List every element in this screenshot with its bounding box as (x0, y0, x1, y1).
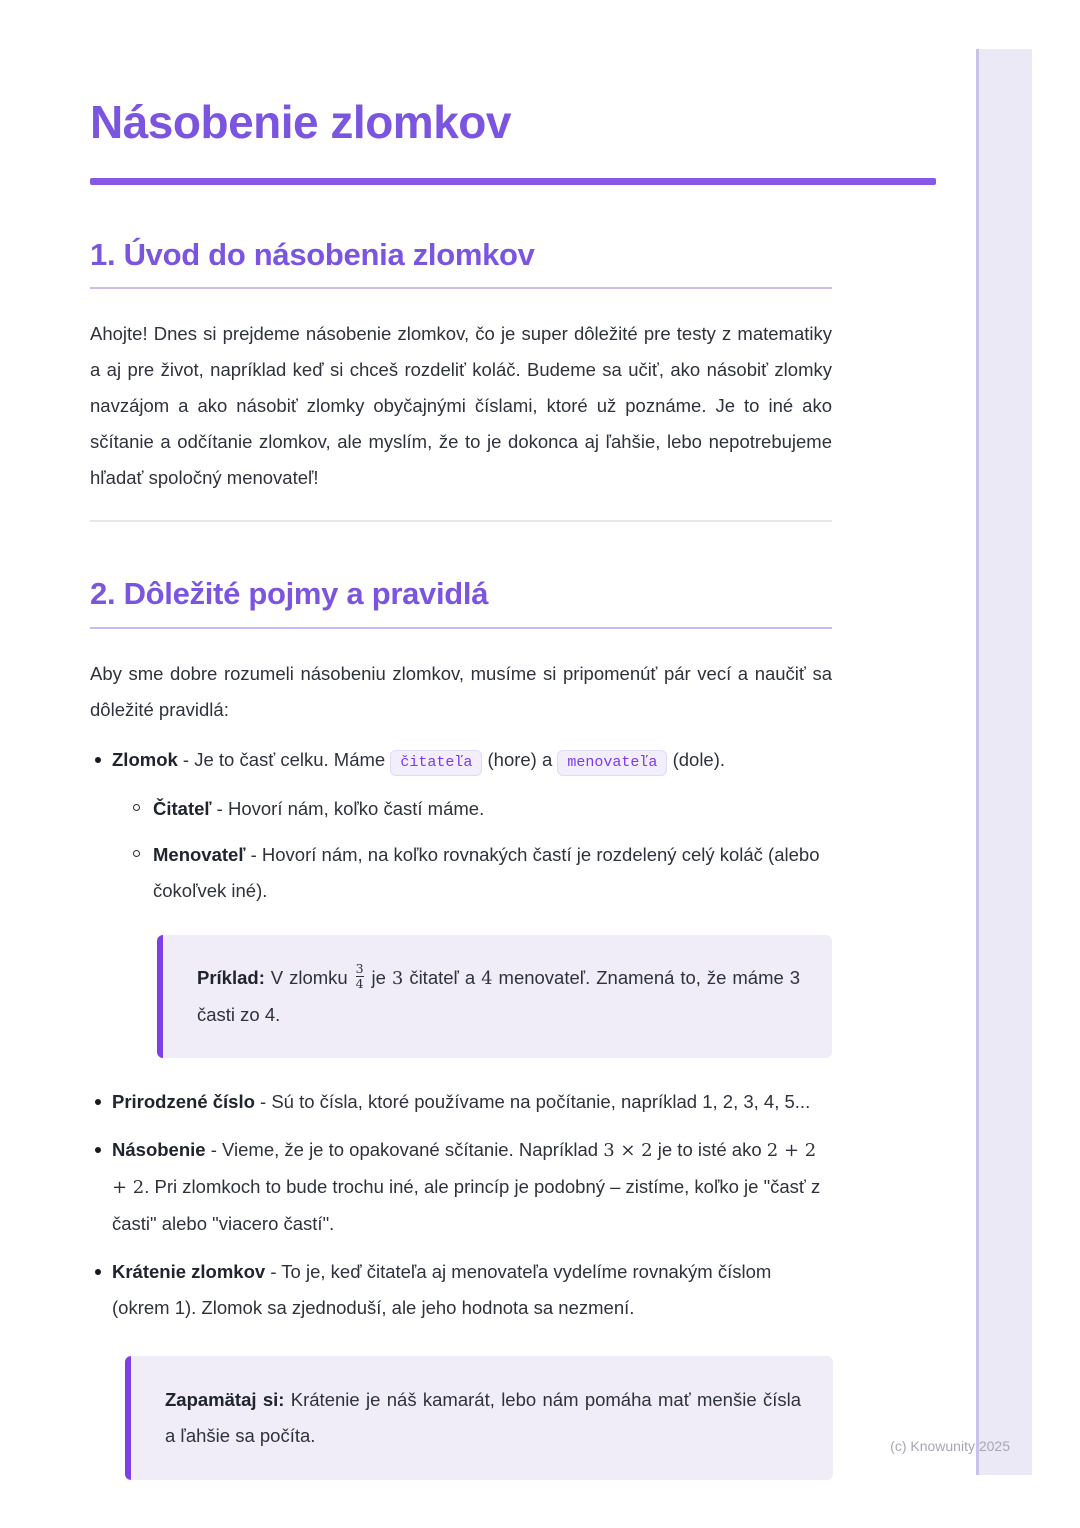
list-item-menovatel (112, 837, 832, 909)
terms-list (90, 742, 832, 909)
term-prirodzene-cislo: Prirodzené číslo (112, 1090, 255, 1112)
math-expression-2plus2plus2: 2 + 2 + 2 (112, 1139, 817, 1198)
section-1-heading: 1. Úvod do násobenia zlomkov (90, 236, 535, 272)
example-callout-label: Príklad: (197, 966, 265, 988)
term-zlomok-text-2: (hore) a (482, 748, 558, 770)
remember-callout-label: Zapamätaj si: (165, 1388, 285, 1410)
copyright-note: (c) Knowunity 2025 (890, 1438, 1010, 1454)
remember-callout-text: Krátenie je náš kamarát, lebo nám pomáha mať menšie čísla a ľahšie sa počíta. (165, 1388, 801, 1446)
term-zlomok-text-3: (dole). (667, 748, 726, 770)
term-kratenie: Krátenie zlomkov (112, 1260, 266, 1282)
right-margin-strip (976, 49, 1032, 1475)
example-text-3: čitateľ a (403, 966, 482, 988)
term-kratenie-text: - To je, keď čitateľa aj menovateľa vydelíme rovnakým číslom (okrem 1). Zlomok sa zjednoduší, ale jeho hodnota sa nezmení. (112, 1260, 772, 1318)
math-numerator-value: 3 (391, 967, 404, 989)
list-item-nasobenie (90, 1132, 832, 1242)
code-badge-menovatela: menovateľa (557, 750, 667, 776)
math-denominator-value: 4 (481, 967, 493, 989)
zlomok-sub-list (112, 791, 832, 909)
document-body (90, 0, 936, 1480)
section-2-intro: Aby sme dobre rozumeli násobeniu zlomkov, musíme si pripomenúť pár vecí a naučiť sa dôležité pravidlá: (90, 662, 832, 720)
title-underline-rule (90, 178, 936, 185)
fraction-three-quarters (356, 962, 364, 992)
list-item-zlomok (90, 742, 832, 909)
fraction-numerator: 3 (355, 961, 364, 977)
example-text-2: je (365, 966, 392, 988)
term-prirodzene-cislo-text: - Sú to čísla, ktoré používame na počítanie, napríklad 1, 2, 3, 4, 5... (254, 1090, 811, 1112)
section-2 (90, 576, 832, 1480)
fraction-denominator: 4 (355, 976, 364, 992)
list-item-prirodzene-cislo (90, 1084, 832, 1120)
example-text-4: menovateľ. Znamená to, že máme 3 časti zo 4. (197, 966, 801, 1025)
term-citatel-text: - Hovorí nám, koľko častí máme. (211, 797, 485, 819)
code-badge-citatela: čitateľa (390, 750, 482, 776)
term-nasobenie-text-3: . Pri zlomkoch to bude trochu iné, ale princíp je podobný – zistíme, koľko je "časť z časti" alebo "viacero častí". (112, 1175, 821, 1234)
term-zlomok-text-1: - Je to časť celku. Máme (177, 748, 391, 770)
math-expression-3x2: 3 × 2 (603, 1139, 653, 1161)
example-callout (157, 935, 832, 1058)
example-text-1: V zlomku (264, 966, 354, 988)
remember-callout (125, 1356, 833, 1480)
term-nasobenie-text-1: - Vieme, že je to opakované sčítanie. Napríklad (205, 1138, 604, 1160)
section-1 (90, 237, 832, 523)
section-2-underline-rule (90, 627, 832, 629)
section-1-paragraph: Ahojte! Dnes si prejdeme násobenie zlomkov, čo je super dôležité pre testy z matematiky a aj pre život, napríklad keď si chceš rozdeliť koláč. Budeme sa učiť, ako násobiť zlomky navzájom a ako násobiť zlomky obyčajnými číslami, ktoré už poznáme. Je to iné ako sčítanie a odčítanie zlomkov, ale myslím, že to je dokonca aj ľahšie, lebo nepotrebujeme hľadať spoločný menovateľ! (90, 323, 832, 489)
term-nasobenie: Násobenie (112, 1138, 206, 1160)
section-2-heading: 2. Dôležité pojmy a pravidlá (90, 576, 489, 612)
terms-list-continued (90, 1084, 832, 1326)
term-citatel: Čitateľ (153, 797, 212, 819)
section-divider (90, 520, 832, 522)
term-nasobenie-text-2: je to isté ako (652, 1138, 767, 1160)
list-item-citatel (112, 791, 832, 827)
section-1-underline-rule (90, 287, 832, 289)
list-item-kratenie (90, 1254, 832, 1326)
term-zlomok: Zlomok (112, 748, 178, 770)
term-menovatel-text: - Hovorí nám, na koľko rovnakých častí je rozdelený celý koláč (alebo čokoľvek iné). (153, 843, 820, 901)
page-title: Násobenie zlomkov (90, 96, 511, 148)
term-menovatel: Menovateľ (153, 843, 246, 865)
